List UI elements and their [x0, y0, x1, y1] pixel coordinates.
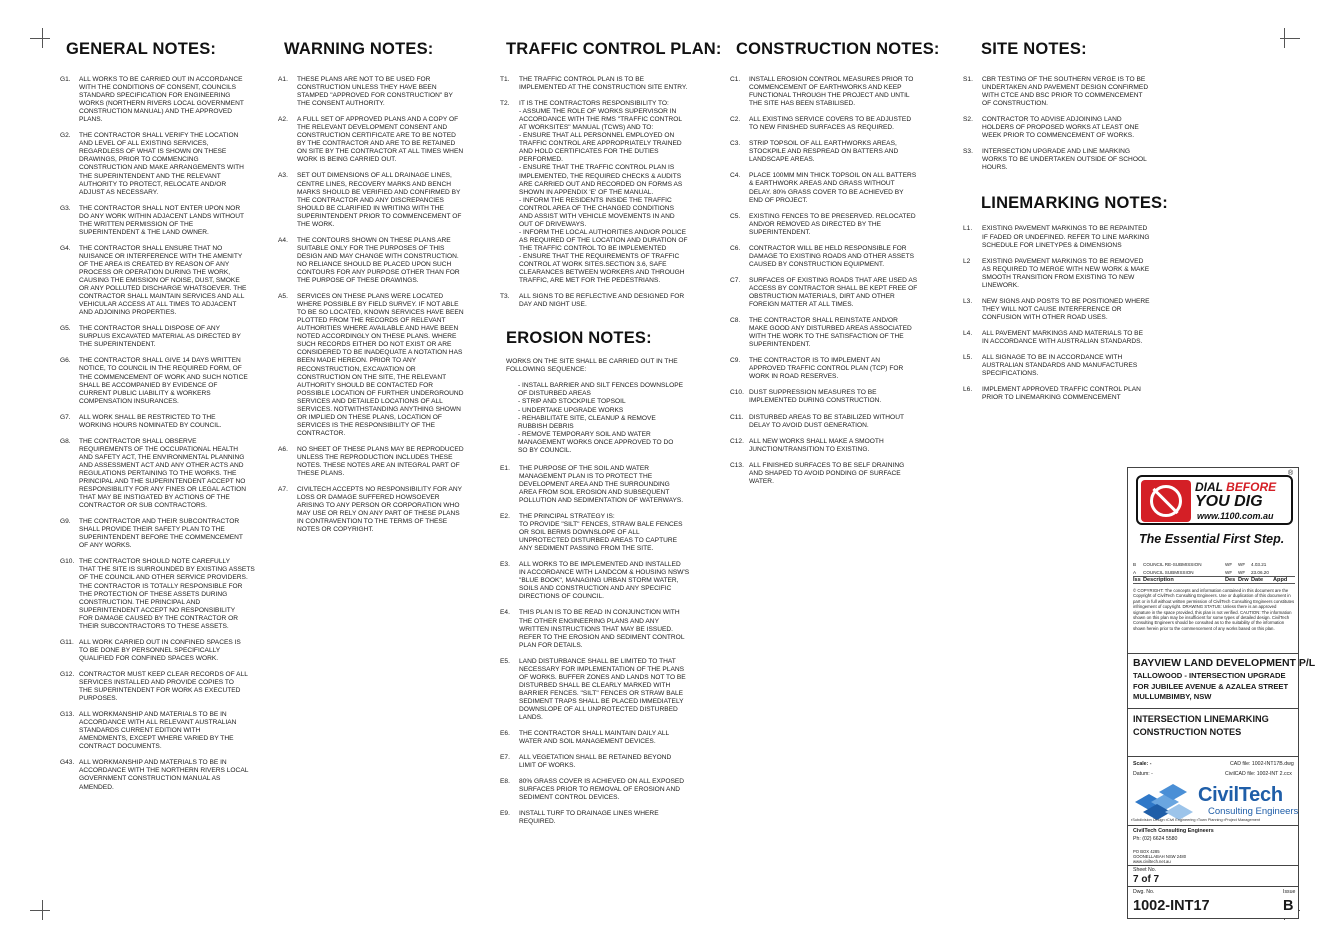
note-item [963, 354, 1173, 378]
note-number: G11. [60, 638, 74, 646]
company-phone: Ph: (02) 6624 5580 [1133, 836, 1178, 842]
note-item [730, 140, 945, 164]
revision-date: 23.06.20 [1251, 569, 1269, 575]
note-item [963, 116, 1173, 140]
note-item [60, 245, 265, 317]
note-number: T2. [500, 100, 510, 108]
note-number: G7. [60, 413, 71, 421]
note-number: C7. [730, 276, 741, 284]
note-item [60, 357, 265, 405]
note-number: L4. [963, 329, 973, 337]
note-item [278, 237, 483, 285]
note-number: E6. [500, 730, 510, 738]
dbyd-tagline: The Essential First Step. [1139, 532, 1285, 546]
note-number: E4. [500, 609, 510, 617]
civilcad-file: CivilCAD file: 1002-INT 2.ccx [1225, 771, 1292, 777]
note-item [730, 357, 945, 381]
note-number: A6. [278, 445, 288, 453]
note-text: THE CONTRACTOR SHALL NOT ENTER UPON NOR DO ANY WORK WITHIN ADJACENT LANDS WITHOUT THE WRITTEN PERMISSION OF THE SUPERINTENDENT & THE LAND OWNER. [79, 204, 244, 236]
note-text: CONTRACTOR WILL BE HELD RESPONSIBLE FOR DAMAGE TO EXISTING ROADS AND OTHER ASSETS CAUSED BY CONSTRUCTION EQUIPMENT. [749, 244, 915, 268]
registered-mark: ® [1288, 470, 1294, 477]
note-item [963, 148, 1173, 172]
linemarking-notes-list [963, 225, 1173, 402]
divider [1128, 708, 1298, 709]
general-notes-column [60, 40, 265, 800]
note-number: C4. [730, 172, 741, 180]
erosion-intro: WORKS ON THE SITE SHALL BE CARRIED OUT IN THE FOLLOWING SEQUENCE: [506, 358, 678, 374]
note-item [730, 172, 945, 204]
dbyd-line1b: BEFORE [1226, 480, 1277, 494]
note-item [60, 76, 265, 124]
note-item [60, 558, 265, 630]
note-text: THE PRINCIPAL STRATEGY IS: TO PROVIDE "SILT" FENCES, STRAW BALE FENCES OR SOIL BERMS DOWNSLOPE OF ALL UNPROTECTED DISTURBED AREAS TO CAPTURE ANY SEDIMENT PASSING FROM THE SITE. [519, 513, 683, 553]
revision-iss: B [1133, 561, 1137, 567]
crop-mark [30, 38, 50, 39]
note-text: THE CONTRACTOR AND THEIR SUBCONTRACTOR SHALL PROVIDE THEIR SAFETY PLAN TO THE SUPERINTENDENT BEFORE THE COMMENCEMENT OF ANY WORKS. [79, 518, 243, 550]
note-text: THE CONTOURS SHOWN ON THESE PLANS ARE SUITABLE ONLY FOR THE PURPOSES OF THIS DESIGN AND MAY CHANGE WITH CONSTRUCTION. NO RELIANCE SHOULD BE PLACED UPON SUCH CONTOURS FOR ANY PURPOSE OTHER THAN FOR THE PURPOSE OF THESE DRAWINGS. [297, 236, 460, 285]
note-text: THESE PLANS ARE NOT TO BE USED FOR CONSTRUCTION UNLESS THEY HAVE BEEN STAMPED "APPROVED FOR CONSTRUCTION" BY THE CONSENT AUTHORITY. [297, 76, 453, 108]
divider [1128, 886, 1298, 887]
client-name: BAYVIEW LAND DEVELOPMENT P/L [1133, 657, 1316, 669]
revision-drw: WF [1238, 569, 1246, 575]
note-item [278, 172, 483, 228]
note-number: A3. [278, 172, 288, 180]
note-text: SURFACES OF EXISTING ROADS THAT ARE USED AS ACCESS BY CONTRACTOR SHALL BE KEPT FREE OF OBSTRUCTION MATERIALS, DIRT AND OTHER FOREIGN MATTER AT ALL TIMES. [749, 276, 918, 309]
note-number: T3. [500, 293, 510, 301]
note-item [60, 414, 265, 430]
note-number: L6. [963, 386, 973, 394]
note-item [278, 76, 483, 108]
traffic-control-list [500, 76, 710, 309]
drawing-number: 1002-INT17 [1133, 898, 1210, 914]
note-number: E3. [500, 561, 510, 569]
digger-icon [1141, 480, 1191, 522]
note-item [500, 561, 710, 601]
sheet-label: Sheet No. [1133, 867, 1157, 873]
note-item [60, 671, 265, 703]
site-notes-list [963, 76, 1173, 172]
note-number: G4. [60, 244, 71, 252]
note-text: THE CONTRACTOR SHALL VERIFY THE LOCATION AND LEVEL OF ALL EXISTING SERVICES, REGARDLESS OF WHAT IS SHOWN ON THESE DRAWINGS, PRIOR TO COMMENCING CONSTRUCTION AND MAKE ARRANGEMENTS WITH THE SUPERINTENDENT AND THE RELEVANT AUTHORITY TO PROTECT, RELOCATE AND/OR ADJUST AS NECESSARY. [79, 132, 244, 196]
note-number: C5. [730, 212, 741, 220]
project-description: TALLOWOOD - INTERSECTION UPGRADE FOR JUBILEE AVENUE & AZALEA STREET MULLUMBIMBY, NSW [1133, 671, 1289, 701]
note-item [730, 76, 945, 108]
note-text: ALL WORK SHALL BE RESTRICTED TO THE WORKING HOURS NOMINATED BY COUNCIL. [79, 413, 222, 429]
erosion-notes-heading: EROSION NOTES: [506, 329, 652, 348]
divider [1128, 756, 1298, 757]
revision-drw: WF [1238, 561, 1246, 567]
note-number: A2. [278, 116, 288, 124]
note-number: S3. [963, 148, 973, 156]
construction-notes-heading: CONSTRUCTION NOTES: [736, 40, 940, 58]
note-text: THE CONTRACTOR SHOULD NOTE CAREFULLY THAT THE SITE IS SURROUNDED BY EXISTING ASSETS OF THE COUNCIL AND OTHER SERVICE PROVIDERS. THE CONTRACTOR IS TOTALLY RESPONSIBLE FOR THE PROTECTION OF THESE ASSETS DURING CONSTRUCTION. THE PRINCIPAL AND SUPERINTENDENT ACCEPT NO RESPONSIBILITY FOR DAMAGE CAUSED BY THE CONTRACTOR OR THEIR SUBCONTRACTORS TO THESE ASSETS. [79, 558, 255, 630]
note-text: CBR TESTING OF THE SOUTHERN VERGE IS TO BE UNDERTAKEN AND PAVEMENT DESIGN CONFIRMED WITH CTCE AND BSC PRIOR TO COMMENCEMENT OF CONSTRUCTION. [982, 76, 1149, 108]
note-item [963, 225, 1173, 249]
datum-label: Datum: - [1133, 771, 1153, 777]
revision-date: 4.03.21 [1251, 561, 1267, 567]
revision-desc: COUNCIL RE-SUBMISSION [1143, 561, 1202, 567]
note-item [278, 486, 483, 534]
note-text: THE CONTRACTOR SHALL MAINTAIN DAILY ALL WATER AND SOIL MANAGEMENT DEVICES. [519, 730, 670, 746]
site-notes-column [963, 40, 1173, 410]
traffic-control-column [500, 40, 722, 835]
note-text: ALL EXISTING SERVICE COVERS TO BE ADJUSTED TO NEW FINISHED SURFACES AS REQUIRED. [749, 116, 912, 132]
revision-table [1133, 560, 1295, 584]
note-text: THE PURPOSE OF THE SOIL AND WATER MANAGEMENT PLAN IS TO PROTECT THE DEVELOPMENT AREA AND THE SURROUNDING AREA FROM SOIL EROSION AND SUBSEQUENT POLLUTION AND SEDIMENTATION OF WATERWAYS. [519, 464, 684, 504]
note-number: C3. [730, 140, 741, 148]
revision-desc: COUNCIL SUBMISSION [1143, 569, 1194, 575]
note-item [60, 759, 265, 791]
note-text: SET OUT DIMENSIONS OF ALL DRAINAGE LINES, CENTRE LINES, RECOVERY MARKS AND BENCH MARKS SHOULD BE VERIFIED AND CONFIRMED BY THE CONTRACTOR AND ANY DISCREPANCIES SHOULD BE CLARIFIED IN WRITING WITH THE SUPERINTENDENT PRIOR TO COMMENCEMENT OF THE WORK. [297, 172, 462, 228]
note-item [500, 658, 710, 722]
note-item [963, 330, 1173, 346]
note-text: NO SHEET OF THESE PLANS MAY BE REPRODUCED UNLESS THE REPRODUCTION INCLUDES THESE NOTES. THESE NOTES ARE AN INTEGRAL PART OF THESE PLANS. [297, 445, 464, 478]
general-notes-heading: GENERAL NOTES: [66, 40, 217, 58]
note-item [730, 389, 945, 405]
note-item [60, 132, 265, 196]
note-item [60, 438, 265, 510]
note-text: THE CONTRACTOR SHALL DISPOSE OF ANY SURPLUS EXCAVATED MATERIAL AS DIRECTED BY THE SUPERINTENDENT. [79, 325, 241, 349]
note-item [963, 386, 1173, 402]
note-text: ALL SIGNS TO BE REFLECTIVE AND DESIGNED FOR DAY AND NIGHT USE. [519, 293, 685, 309]
warning-notes-list [278, 76, 483, 534]
divider [1128, 825, 1298, 826]
note-text: THE CONTRACTOR SHALL ENSURE THAT NO NUISANCE OR INTERFERENCE WITH THE AMENITY OF THE AREA IS CREATED BY REASON OF ANY PROCESS OR OPERATION DURING THE WORK, CAUSING THE EMISSION OF NOISE, DUST, SMOKE OR ANY POLLUTED DISCHARGE WHATSOEVER. THE CONTRACTOR SHALL MAINTAIN SERVICES AND ALL VEHICULAR ACCESS AT ALL TIMES TO ADJACENT AND ADJOINING PROPERTIES. [79, 244, 247, 317]
note-number: C10. [730, 389, 744, 397]
note-item [730, 462, 945, 486]
note-item [500, 465, 710, 505]
issue-label: Issue [1283, 889, 1296, 895]
note-text: DUST SUPPRESSION MEASURES TO BE IMPLEMENTED DURING CONSTRUCTION. [749, 389, 882, 405]
note-item [730, 438, 945, 454]
company-name: CivilTech Consulting Engineers [1133, 828, 1214, 834]
note-text: EXISTING PAVEMENT MARKINGS TO BE REPAINTED IF FADED OR UNDEFINED. REFER TO LINE MARKING SCHEDULE FOR LINETYPES & DIMENSIONS [982, 225, 1150, 249]
note-text: ALL VEGETATION SHALL BE RETAINED BEYOND LIMIT OF WORKS. [519, 754, 672, 770]
note-item [500, 754, 710, 770]
note-text: IT IS THE CONTRACTORS RESPONSIBILITY TO: - ASSUME THE ROLE OF WORKS SUPERVISOR IN ACCORDANCE WITH THE RMS "TRAFFIC CONTROL AT WORKSITES" MANUAL (TCWS) AND TO: - ENSURE THAT ALL PERSONNEL EMPLOYED ON TRAFFIC CONTROL ARE APPROPRIATELY TRAINED AND HOLD CERTIFICATES FOR THE DUTIES PERFORMED. - ENSURE THAT THE TRAFFIC CONTROL PLAN IS IMPLEMENTED, THE REQUIRED CHECKS & AUDITS ARE CARRIED OUT AND RECORDED ON FORMS AS SHOWN IN APPENDIX 'E' OF THE MANUAL. - INFORM THE RESIDENTS INSIDE THE TRAFFIC CONTROL AREA OF THE CHANGED CONDITIONS AND ASSIST WITH VEHICLE MOVEMENTS IN AND OUT OF DRIVEWAYS. - INFORM THE LOCAL AUTHORITIES AND/OR POLICE AS REQUIRED OF THE LOCATION AND DURATION OF THE TRAFFIC CONTROL TO BE IMPLEMENTED - ENSURE THAT THE REQUIREMENTS OF TRAFFIC CONTROL AT WORK SITES.SECTION 3.6, SAFE CLEARANCES BETWEEN WORKERS AND THROUGH TRAFFIC, ARE MET FOR THE PEDESTRIANS. [519, 100, 688, 285]
note-item [60, 711, 265, 751]
note-text: STRIP TOPSOIL OF ALL EARTHWORKS AREAS, STOCKPILE AND RESPREAD ON BATTERS AND LANDSCAPE AREAS. [749, 140, 899, 164]
note-number: S2. [963, 116, 973, 124]
note-number: C1. [730, 76, 741, 83]
note-number: G10. [60, 558, 75, 566]
note-item [500, 778, 710, 802]
note-number: L1. [963, 225, 973, 233]
note-number: L5. [963, 354, 973, 362]
note-number: E2. [500, 513, 510, 521]
note-text: ALL FINISHED SURFACES TO BE SELF DRAINING AND SHAPED TO AVOID PONDING OF SURFACE WATER. [749, 461, 905, 485]
note-text: CIVILTECH ACCEPTS NO RESPONSIBILITY FOR ANY LOSS OR DAMAGE SUFFERED HOWSOEVER ARISING TO ANY PERSON OR CORPORATION WHO MAY USE OR RELY ON ANY PART OF THESE PLANS IN CONTRAVENTION TO THE TERMS OF THESE NOTES OR COPYRIGHT. [297, 486, 463, 534]
note-item [500, 609, 710, 649]
note-number: C11. [730, 413, 744, 421]
note-number: A1. [278, 76, 288, 83]
note-number: C6. [730, 244, 741, 252]
note-item [730, 277, 945, 309]
note-item [500, 513, 710, 553]
note-number: G5. [60, 325, 71, 333]
revision-row [1133, 568, 1295, 576]
revision-des: WF [1225, 569, 1233, 575]
note-text: LAND DISTURBANCE SHALL BE LIMITED TO THAT NECESSARY FOR IMPLEMENTATION OF THE PLANS OF WORKS. BUFFER ZONES AND LANDS NOT TO BE DISTURBED SHALL BE CLEARLY MARKED WITH BARRIER FENCES. "SILT" FENCES OR STRAW BALE SEDIMENT TRAPS SHALL BE PLACED IMMEDIATELY DOWNSLOPE OF ALL UNPROTECTED DISTURBED LANDS. [519, 657, 686, 722]
note-text: INSTALL TURF TO DRAINAGE LINES WHERE REQUIRED. [519, 810, 659, 826]
note-text: ALL WORKS TO BE CARRIED OUT IN ACCORDANCE WITH THE CONDITIONS OF CONSENT, COUNCILS STANDARD SPECIFICATION FOR ENGINEERING WORKS (NORTHERN RIVERS LOCAL GOVERNMENT CONSTRUCTION MANUAL) AND THE APPROVED PLANS. [79, 76, 244, 124]
drawing-number-label: Dwg. No. [1133, 889, 1155, 895]
note-number: G6. [60, 357, 71, 365]
sheet-number: 7 of 7 [1133, 874, 1160, 885]
note-number: G8. [60, 437, 71, 445]
cad-file: CAD file: 1002-INT17B.dwg [1230, 761, 1294, 767]
dbyd-line2: YOU DIG [1195, 493, 1263, 510]
note-item [60, 325, 265, 349]
general-notes-list [60, 76, 265, 792]
note-item [60, 518, 265, 550]
site-notes-heading: SITE NOTES: [981, 40, 1087, 58]
note-number: G3. [60, 204, 71, 212]
note-number: A7. [278, 486, 288, 494]
note-item [500, 293, 710, 309]
revision-iss: A [1133, 569, 1137, 575]
note-item [730, 317, 945, 349]
note-text: SERVICES ON THESE PLANS WERE LOCATED WHERE POSSIBLE BY FIELD SURVEY. IF NOT ABLE TO BE SO LOCATED, KNOWN SERVICES HAVE BEEN PLOTTED FROM THE RECORDS OF RELEVANT AUTHORITIES WHERE AVAILABLE AND HAVE BEEN NOTED ACCORDINGLY ON THESE PLANS. WHERE SUCH RECORDS EITHER DO NOT EXIST OR ARE CONSIDERED TO BE INADEQUATE A NOTATION HAS BEEN MADE HEREON. PRIOR TO ANY RECONSTRUCTION, EXCAVATION OR CONSTRUCTION ON THE SITE, THE RELEVANT AUTHORITY SHOULD BE CONTACTED FOR POSSIBLE LOCATION OF FURTHER UNDERGROUND SERVICES AND DETAILED LOCATIONS OF ALL SERVICES. NOTWITHSTANDING ANYTHING SHOWN OR IMPLIED ON THESE PLANS, LOCATION OF SERVICES IS THE RESPONSIBILITY OF THE CONTRACTOR. [297, 293, 464, 437]
note-text: ALL WORK CARRIED OUT IN CONFINED SPACES IS TO BE DONE BY PERSONNEL SPECIFICALLY QUALIFIED FOR CONFINED SPACES WORK. [79, 638, 241, 662]
company-address: PO BOX 4285 GOONELLABAH NSW 2480 www.civiltech.net.au [1133, 849, 1187, 864]
note-text: CONTRACTOR TO ADVISE ADJOINING LAND HOLDERS OF PROPOSED WORKS AT LEAST ONE WEEK PRIOR TO COMMENCEMENT OF WORKS. [982, 116, 1139, 140]
dbyd-url: www.1100.com.au [1197, 511, 1274, 521]
note-number: E5. [500, 657, 510, 665]
revision-header: Iss Description Des Drw Date Appd [1133, 576, 1295, 584]
note-item [963, 76, 1173, 108]
note-item [963, 298, 1173, 322]
revision-row [1133, 560, 1295, 568]
erosion-notes-list [500, 465, 710, 827]
note-text: EXISTING FENCES TO BE PRESERVED. RELOCATED AND/OR REMOVED AS DIRECTED BY THE SUPERINTENDENT. [749, 212, 916, 236]
note-text: THIS PLAN IS TO BE READ IN CONJUNCTION WITH THE OTHER ENGINEERING PLANS AND ANY WRITTEN INSTRUCTIONS THAT MAY BE ISSUED. REFER TO THE EROSION AND SEDIMENT CONTROL PLAN FOR DETAILS. [519, 609, 685, 649]
title-block [1127, 467, 1316, 919]
note-item [730, 116, 945, 132]
note-text: PLACE 100MM MIN THICK TOPSOIL ON ALL BATTERS & EARTHWORK AREAS AND GRASS WITHOUT DELAY. 80% GRASS COVER TO BE ACHIEVED BY END OF PROJECT. [749, 172, 917, 204]
note-number: G13. [60, 711, 75, 719]
note-number: E7. [500, 754, 510, 762]
note-item [963, 258, 1173, 290]
note-number: E1. [500, 464, 510, 472]
note-number: E8. [500, 778, 510, 786]
note-number: C8. [730, 317, 741, 325]
civiltech-brand: CivilTech [1198, 784, 1283, 806]
note-item [500, 730, 710, 746]
erosion-sequence-list: - INSTALL BARRIER AND SILT FENCES DOWNSLOPE OF DISTURBED AREAS - STRIP AND STOCKPILE TOPSOIL - UNDERTAKE UPGRADE WORKS - REHABILITATE SITE, CLEANUP & REMOVE RUBBISH DEBRIS - REMOVE TEMPORARY SOIL AND WATER MANAGEMENT WORKS ONCE APPROVED TO DO SO BY COUNCIL. [518, 382, 683, 454]
note-item [500, 76, 710, 92]
note-item [60, 205, 265, 237]
note-text: ALL NEW WORKS SHALL MAKE A SMOOTH JUNCTION/TRANSITION TO EXISTING. [749, 437, 884, 453]
divider [1128, 653, 1298, 654]
note-item [730, 414, 945, 430]
note-text: INSTALL EROSION CONTROL MEASURES PRIOR TO COMMENCEMENT OF EARTHWORKS AND KEEP FUNCTIONAL THROUGH THE PROJECT AND UNTIL THE SITE HAS BEEN STABILISED. [749, 76, 914, 108]
dial-before-you-dig-logo [1136, 475, 1293, 525]
note-item [278, 116, 483, 164]
warning-notes-heading: WARNING NOTES: [284, 40, 434, 58]
note-text: ALL WORKMANSHIP AND MATERIALS TO BE IN ACCORDANCE WITH THE NORTHERN RIVERS LOCAL GOVERNMENT CONSTRUCTION MANUAL AS AMENDED. [79, 759, 249, 791]
linemarking-notes-heading: LINEMARKING NOTES: [981, 194, 1168, 213]
note-item [500, 100, 710, 285]
note-number: S1. [963, 76, 973, 83]
note-number: G1. [60, 76, 71, 83]
note-number: G2. [60, 132, 71, 140]
note-number: L2 [963, 257, 971, 265]
note-item [500, 810, 710, 826]
note-text: ALL SIGNAGE TO BE IN ACCORDANCE WITH AUSTRALIAN STANDARDS AND MANUFACTURES SPECIFICATIONS. [982, 354, 1138, 378]
warning-notes-column [278, 40, 483, 542]
note-number: C12. [730, 437, 744, 445]
note-number: E9. [500, 810, 510, 818]
note-number: L3. [963, 297, 973, 305]
note-item [730, 245, 945, 269]
crop-mark [30, 910, 50, 911]
note-text: CONTRACTOR MUST KEEP CLEAR RECORDS OF ALL SERVICES INSTALLED AND PROVIDE COPIES TO THE SUPERINTENDENT FOR WORK AS EXECUTED PURPOSES. [79, 670, 248, 703]
issue-letter: B [1283, 898, 1294, 914]
note-text: ALL WORKMANSHIP AND MATERIALS TO BE IN ACCORDANCE WITH ALL RELEVANT AUSTRALIAN STANDARDS CURRENT EDITION WITH AMENDMENTS, EXCEPT WHERE VARIED BY THE CONTRACT DOCUMENTS. [79, 711, 237, 751]
civiltech-services: ▪Subdivision Design ▪Civil Engineering ▪Town Planning ▪Project Management [1131, 818, 1261, 822]
note-text: ALL WORKS TO BE IMPLEMENTED AND INSTALLED IN ACCORDANCE WITH LANDCOM & HOUSING NSW'S "BLUE BOOK", MANAGING URBAN STORM WATER, SOILS AND CONSTRUCTION AND ANY SPECIFIC DIRECTIONS OF COUNCIL. [519, 561, 690, 601]
note-number: T1. [500, 76, 510, 83]
note-number: G43. [60, 759, 75, 767]
note-item [730, 213, 945, 237]
note-text: IMPLEMENT APPROVED TRAFFIC CONTROL PLAN PRIOR TO LINEMARKING COMMENCEMENT [982, 386, 1141, 402]
note-item [278, 446, 483, 478]
note-text: 80% GRASS COVER IS ACHIEVED ON ALL EXPOSED SURFACES PRIOR TO REMOVAL OF EROSION AND SEDIMENT CONTROL DEVICES. [519, 778, 685, 802]
copyright-notice: © COPYRIGHT: The concepts and information contained in this document are the Copyright of CivilTech Consulting Engineers. Use or duplication of this document in part or in full without written permission of CivilTech Consulting Engineers constitutes infringement of copyright. DRAWING STATUS: Unless there is an approved signature in the space provided, this plan is not verified. CAUTION: The information shown on this plan may be insufficient for some types of detailed design. CivilTech Consulting Engineers should be consulted as to the suitability of the information shown herein prior to the commencement of any works based on this plan. [1133, 588, 1295, 631]
note-number: C2. [730, 116, 741, 124]
note-number: C13. [730, 461, 744, 469]
divider [1128, 865, 1298, 866]
traffic-control-heading: TRAFFIC CONTROL PLAN: [506, 40, 722, 58]
note-number: G9. [60, 518, 71, 526]
construction-notes-column [730, 40, 945, 494]
note-item [278, 293, 483, 438]
note-text: THE CONTRACTOR SHALL GIVE 14 DAYS WRITTEN NOTICE, TO COUNCIL IN THE REQUIRED FORM, OF THE COMMENCEMENT OF WORK AND SUCH NOTICE SHALL BE ACCOMPANIED BY EVIDENCE OF CURRENT PUBLIC LIABILITY & WORKERS COMPENSATION INSURANCES. [79, 357, 248, 405]
note-number: C9. [730, 357, 741, 365]
revision-des: WF [1225, 561, 1233, 567]
note-item [60, 639, 265, 663]
note-text: ALL PAVEMENT MARKINGS AND MATERIALS TO BE IN ACCORDANCE WITH AUSTRALIAN STANDARDS. [982, 329, 1143, 345]
note-text: THE TRAFFIC CONTROL PLAN IS TO BE IMPLEMENTED AT THE CONSTRUCTION SITE ENTRY. [519, 76, 688, 92]
civiltech-subtitle: Consulting Engineers [1208, 806, 1299, 817]
note-text: INTERSECTION UPGRADE AND LINE MARKING WORKS TO BE UNDERTAKEN OUTSIDE OF SCHOOL HOURS. [982, 148, 1147, 172]
note-number: A5. [278, 293, 288, 301]
note-number: A4. [278, 236, 288, 244]
note-text: DISTURBED AREAS TO BE STABILIZED WITHOUT DELAY TO AVOID DUST GENERATION. [749, 413, 904, 429]
dbyd-line1a: DIAL [1195, 480, 1227, 494]
note-text: THE CONTRACTOR SHALL REINSTATE AND/OR MAKE GOOD ANY DISTURBED AREAS ASSOCIATED WITH THE WORK TO THE SATISFACTION OF THE SUPERINTENDENT. [749, 317, 912, 349]
note-text: THE CONTRACTOR IS TO IMPLEMENT AN APPROVED TRAFFIC CONTROL PLAN (TCP) FOR WORK IN ROAD RESERVES. [749, 357, 904, 381]
drawing-title: INTERSECTION LINEMARKING CONSTRUCTION NOTES [1133, 714, 1269, 737]
note-text: EXISTING PAVEMENT MARKINGS TO BE REMOVED AS REQUIRED TO MERGE WITH NEW WORK & MAKE SMOOTH TRANSITION FROM EXISTING TO NEW LINEWORK. [982, 257, 1150, 289]
note-number: G12. [60, 670, 75, 678]
scale-label: Scale: - [1133, 761, 1152, 767]
construction-notes-list [730, 76, 945, 486]
note-text: THE CONTRACTOR SHALL OBSERVE REQUIREMENTS OF THE OCCUPATIONAL HEALTH AND SAFETY ACT, THE ENVIRONMENTAL PLANNING AND ASSESSMENT ACT AND ANY OTHER ACTS AND REGULATIONS PERTAINING TO THE WORKS. THE PRINCIPAL AND THE SUPERINTENDENT ACCEPT NO RESPONSIBILITY FOR ANY FINES OR LEGAL ACTION THAT MAY BE INSTIGATED BY ACTIONS OF THE CONTRACTOR OR SUB CONTRACTORS. [79, 437, 246, 510]
note-text: NEW SIGNS AND POSTS TO BE POSITIONED WHERE THEY WILL NOT CAUSE INTERFERENCE OR CONFUSION WITH OTHER ROAD USES. [982, 297, 1150, 321]
note-text: A FULL SET OF APPROVED PLANS AND A COPY OF THE RELEVANT DEVELOPMENT CONSENT AND CONSTRUCTION CERTIFICATE ARE TO BE NOTED BY THE CONTRACTOR AND ARE TO BE RETAINED ON SITE BY THE CONTRACTOR AT ALL TIMES WHEN WORK IS BEING CARRIED OUT. [297, 116, 464, 164]
crop-mark [1280, 38, 1300, 39]
